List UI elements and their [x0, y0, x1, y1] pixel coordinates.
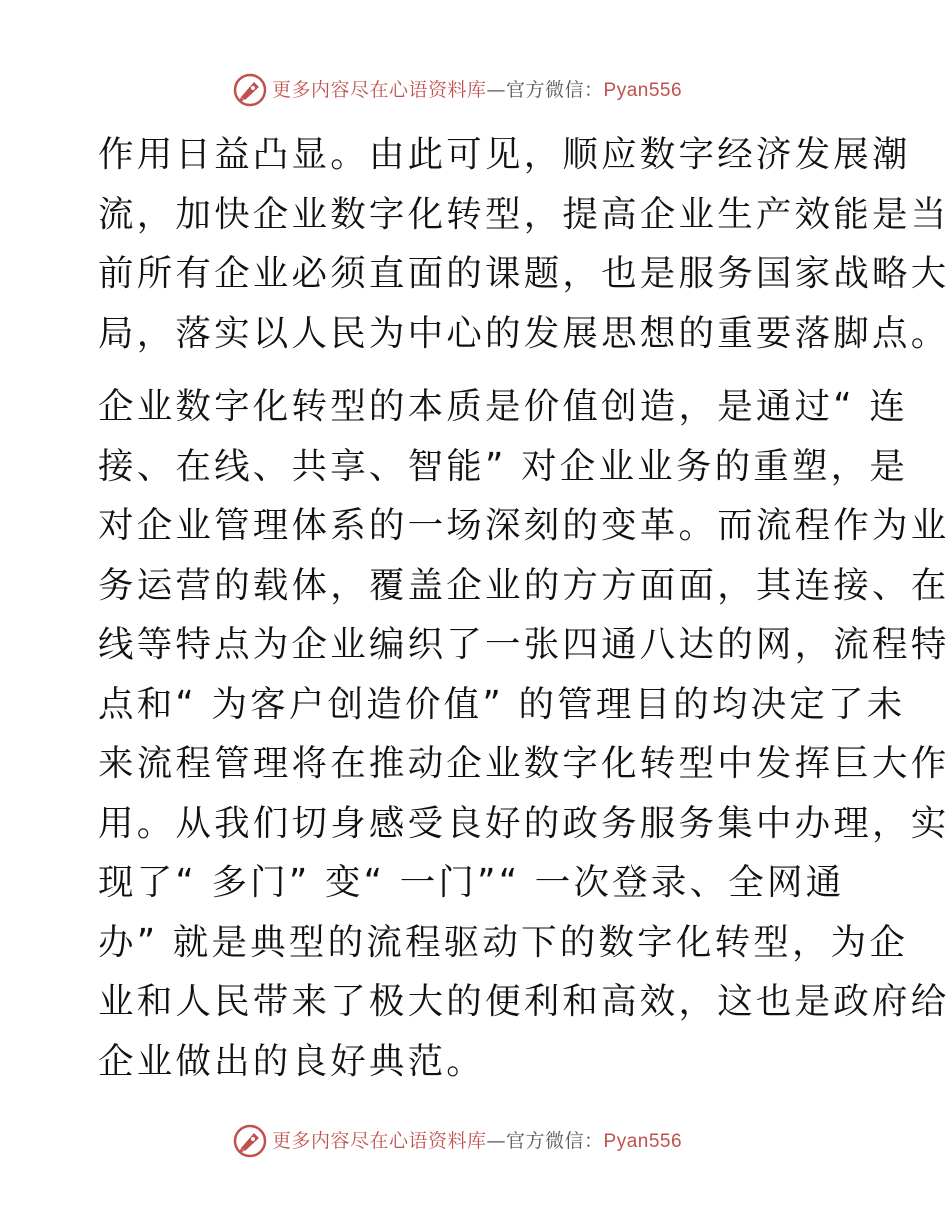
text-line: 业和人民带来了极大的便利和高效，这也是政府给 [98, 981, 950, 1022]
watermark-wechat-label: 官方微信： [506, 1129, 604, 1152]
header-watermark [232, 72, 682, 108]
watermark-main: 更多内容尽在心语资料库 [272, 1129, 487, 1152]
paragraph-spacer [98, 363, 858, 377]
watermark-text [272, 72, 682, 109]
text-line: 现了“ 多门” 变“ 一门”“ 一次登录、全网通 [98, 862, 845, 903]
watermark-text [272, 1123, 682, 1160]
text-line: 企业做出的良好典范。 [98, 1040, 486, 1082]
watermark-separator: — [486, 1129, 507, 1152]
pen-nib-logo-icon [232, 1123, 268, 1159]
watermark-wechat-id: Pyan556 [603, 79, 683, 101]
paragraph-2 [98, 377, 950, 1091]
footer-watermark [232, 1123, 682, 1159]
text-line: 流，加快企业数字化转型，提高企业生产效能是当 [98, 193, 950, 235]
text-line: 线等特点为企业编织了一张四通八达的网，流程特 [98, 624, 950, 665]
text-line: 用。从我们切身感受良好的政务服务集中办理，实 [98, 802, 950, 844]
document-body [98, 125, 950, 1091]
text-line: 前所有企业必须直面的课题，也是服务国家战略大 [98, 253, 950, 294]
text-line: 务运营的载体，覆盖企业的方方面面，其连接、在 [98, 564, 950, 606]
watermark-separator: — [486, 78, 507, 101]
paragraph-1 [98, 125, 950, 363]
text-line: 企业数字化转型的本质是价值创造，是通过“ 连 [98, 386, 909, 427]
pen-nib-logo-icon [232, 72, 268, 108]
text-line: 来流程管理将在推动企业数字化转型中发挥巨大作 [98, 743, 950, 784]
text-line: 办” 就是典型的流程驱动下的数字化转型，为企 [98, 921, 909, 963]
watermark-wechat-id: Pyan556 [603, 1130, 683, 1152]
text-line: 局，落实以人民为中心的发展思想的重要落脚点。 [98, 312, 950, 354]
text-line: 对企业管理体系的一场深刻的变革。而流程作为业 [98, 505, 950, 546]
watermark-main: 更多内容尽在心语资料库 [272, 78, 487, 101]
text-line: 点和“ 为客户创造价值” 的管理目的均决定了未 [98, 683, 906, 725]
watermark-wechat-label: 官方微信： [506, 78, 604, 101]
text-line: 接、在线、共享、智能” 对企业业务的重塑，是 [98, 445, 909, 487]
text-line: 作用日益凸显。由此可见，顺应数字经济发展潮 [98, 134, 911, 175]
